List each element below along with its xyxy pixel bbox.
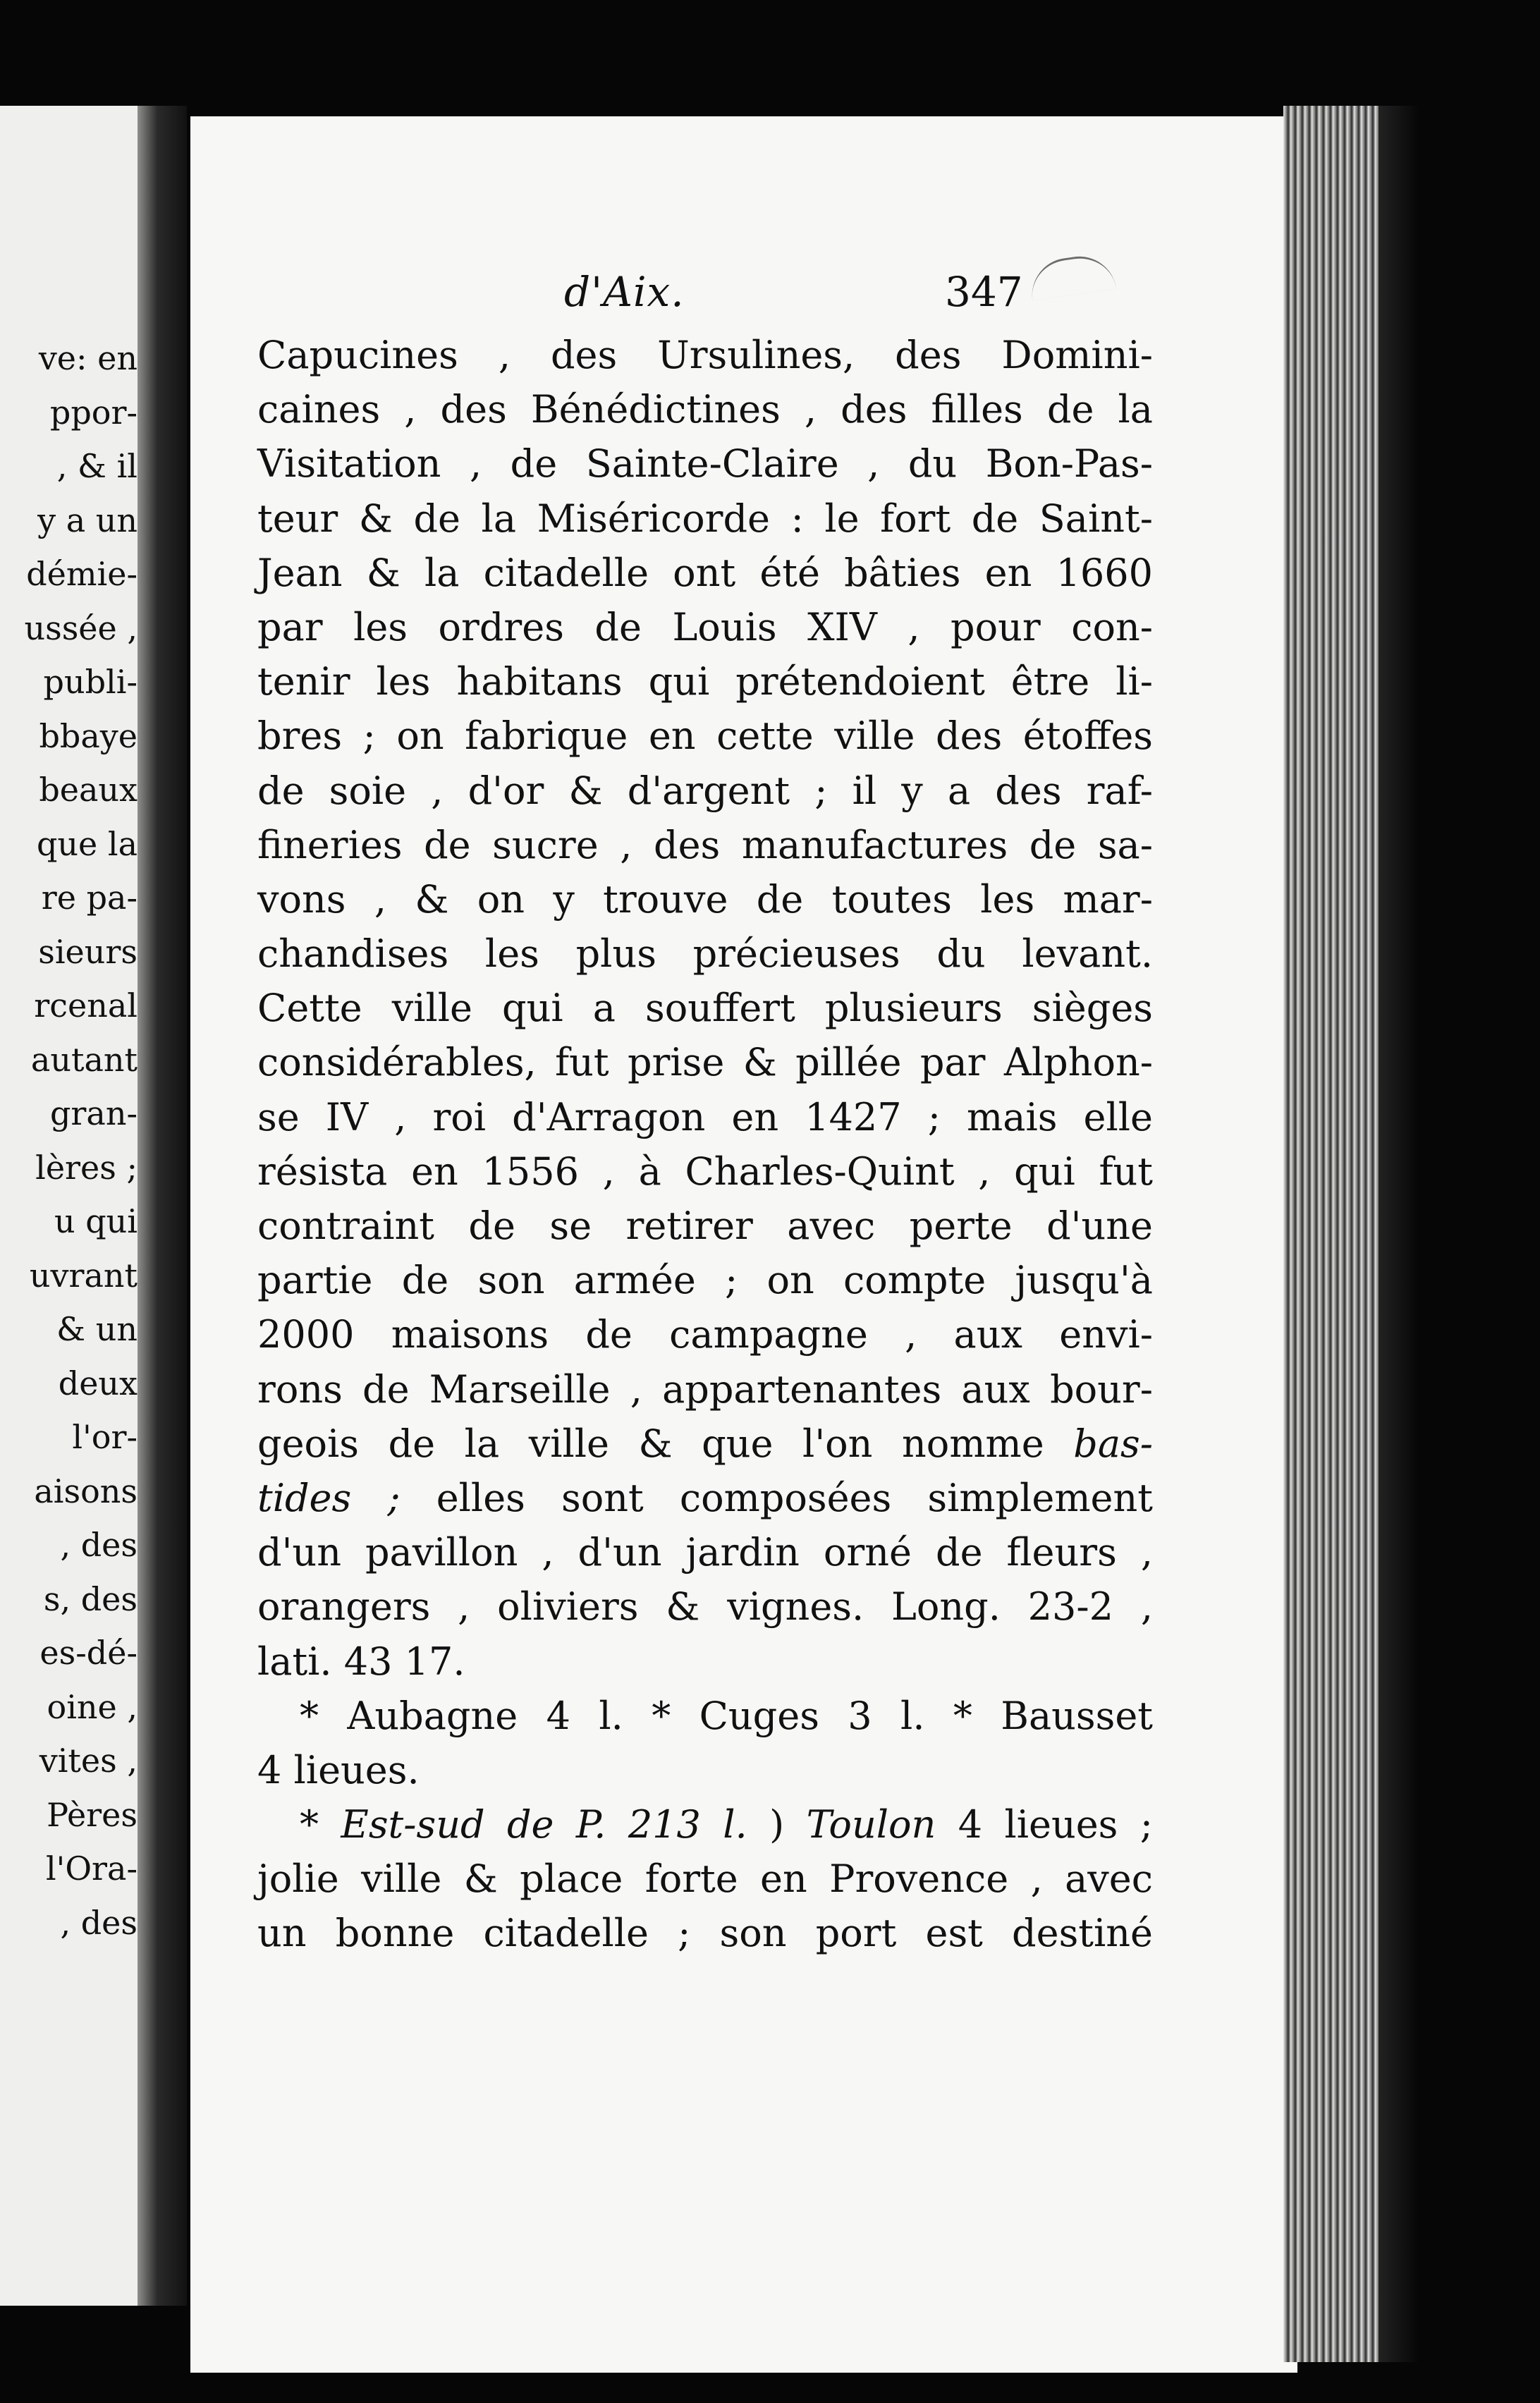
text-line bbox=[257, 1471, 1153, 1525]
text-line-part: geois de la ville & que l'on nomme bbox=[257, 1421, 1074, 1466]
text-line-part: 4 lieues ; bbox=[936, 1802, 1153, 1847]
text-line: un bonne citadelle ; son port est destiné bbox=[257, 1911, 1153, 1956]
text-line: 2000 maisons de campagne , aux envi- bbox=[257, 1312, 1153, 1357]
text-line: contraint de se retirer avec perte d'une bbox=[257, 1204, 1153, 1248]
left-line: u qui bbox=[54, 1202, 138, 1240]
left-page-text bbox=[0, 331, 138, 1950]
left-line: ve: en bbox=[38, 339, 138, 377]
left-line: ppor- bbox=[49, 393, 138, 432]
left-line: bbaye bbox=[39, 716, 138, 755]
text-line: fineries de sucre , des manufactures de sa- bbox=[257, 822, 1153, 867]
text-line: par les ordres de Louis XIV , pour con- bbox=[257, 604, 1153, 649]
text-line: lati. 43 17. bbox=[257, 1639, 465, 1684]
text-line-part: elles sont composées simplement bbox=[400, 1475, 1153, 1520]
text-line: 4 lieues. bbox=[257, 1747, 420, 1792]
body-text bbox=[257, 328, 1153, 1961]
left-line: ussée , bbox=[24, 609, 138, 647]
text-line: Visitation , de Sainte-Claire , du Bon-Pas- bbox=[257, 441, 1153, 487]
left-line: vites , bbox=[39, 1742, 138, 1780]
left-line: uvrant bbox=[29, 1256, 138, 1295]
text-line: teur & de la Miséricorde : le fort de Saint- bbox=[257, 496, 1153, 541]
left-line: publi- bbox=[43, 663, 138, 701]
left-line: , des bbox=[60, 1903, 138, 1942]
asterisk: * bbox=[300, 1802, 341, 1847]
text-line: considérables, fut prise & pillée par Alphon- bbox=[257, 1040, 1153, 1085]
text-line: Cette ville qui a souffert plusieurs sièges bbox=[257, 986, 1153, 1031]
text-line: d'un pavillon , d'un jardin orné de fleurs , bbox=[257, 1530, 1153, 1575]
left-line: l'Ora- bbox=[45, 1849, 138, 1888]
left-line: s, des bbox=[43, 1579, 138, 1618]
text-line: de soie , d'or & d'argent ; il y a des raf- bbox=[257, 768, 1153, 813]
text-line-part: ) bbox=[747, 1802, 807, 1847]
left-line: gran- bbox=[49, 1094, 138, 1132]
italic-phrase: Est-sud de P. 213 l. bbox=[341, 1802, 747, 1847]
left-line: lères ; bbox=[35, 1148, 138, 1187]
left-line: rcenal bbox=[34, 986, 138, 1025]
text-line: Capucines , des Ursulines, des Domini- bbox=[257, 333, 1153, 377]
text-line bbox=[257, 1797, 1153, 1852]
left-line: deux bbox=[58, 1364, 138, 1402]
left-line: y a un bbox=[37, 501, 138, 539]
left-line: , & il bbox=[56, 447, 138, 485]
text-line: partie de son armée ; on compte jusqu'à bbox=[257, 1258, 1153, 1303]
page-header bbox=[190, 268, 1297, 331]
text-line: rons de Marseille , appartenantes aux bour- bbox=[257, 1366, 1153, 1412]
text-line: vons , & on y trouve de toutes les mar- bbox=[257, 876, 1153, 922]
text-line: jolie ville & place forte en Provence , avec bbox=[257, 1857, 1153, 1902]
left-line: démie- bbox=[26, 555, 138, 593]
place-name: Toulon bbox=[806, 1802, 936, 1847]
left-line: Pères bbox=[47, 1795, 138, 1834]
left-line: aisons bbox=[34, 1472, 138, 1510]
left-line: es-dé- bbox=[39, 1634, 138, 1672]
text-line: orangers , oliviers & vignes. Long. 23-2 , bbox=[257, 1584, 1153, 1629]
text-line bbox=[257, 1417, 1153, 1471]
text-line: résista en 1556 , à Charles-Quint , qui fut bbox=[257, 1149, 1153, 1194]
book-gutter bbox=[138, 106, 187, 2306]
left-line: que la bbox=[36, 824, 138, 863]
right-page bbox=[190, 116, 1297, 2373]
text-line: se IV , roi d'Arragon en 1427 ; mais elle bbox=[257, 1094, 1153, 1139]
page-edges bbox=[1283, 106, 1382, 2362]
left-line: oine , bbox=[47, 1687, 138, 1726]
left-line: sieurs bbox=[38, 932, 138, 971]
left-line: re pa- bbox=[41, 879, 138, 917]
text-line: bres ; on fabrique en cette ville des étoffes bbox=[257, 714, 1153, 759]
left-line: l'or- bbox=[72, 1418, 138, 1456]
text-line: Jean & la citadelle ont été bâties en 1660 bbox=[257, 550, 1153, 595]
left-line: & un bbox=[56, 1310, 138, 1348]
left-line: autant bbox=[30, 1040, 138, 1079]
italic-word: bas- bbox=[1073, 1421, 1153, 1466]
text-line: tenir les habitans qui prétendoient être li- bbox=[257, 659, 1153, 704]
left-page bbox=[0, 106, 152, 2306]
italic-word: tides ; bbox=[257, 1475, 401, 1520]
running-head: d'Aix. bbox=[564, 268, 685, 316]
text-line: chandises les plus précieuses du levant. bbox=[257, 931, 1153, 977]
page-number: 347 bbox=[945, 268, 1023, 316]
text-line: * Aubagne 4 l. * Cuges 3 l. * Bausset bbox=[300, 1693, 1153, 1738]
text-line: caines , des Bénédictines , des filles de la bbox=[257, 387, 1153, 432]
left-line: , des bbox=[60, 1526, 138, 1564]
left-line: beaux bbox=[39, 771, 138, 809]
page-edge-shadow bbox=[1379, 106, 1421, 2362]
